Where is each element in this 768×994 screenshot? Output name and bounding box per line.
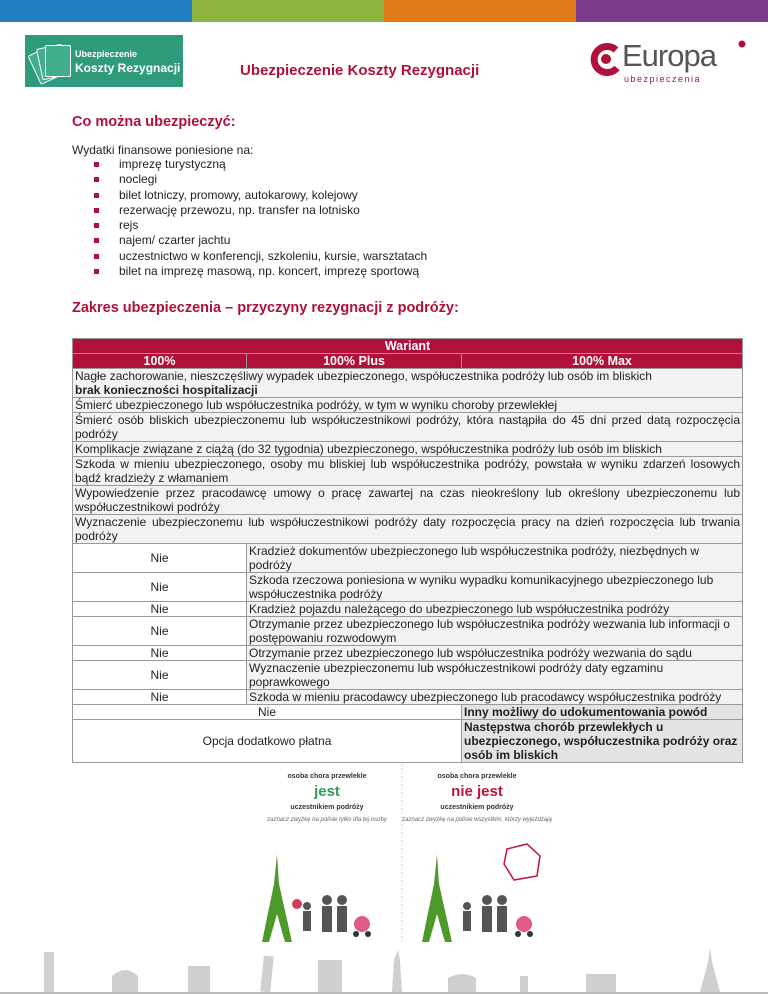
illus-right-big: nie jest: [451, 783, 503, 800]
top-color-bar: [0, 0, 768, 22]
cards-icon: [31, 43, 71, 79]
table-row: Wypowiedzenie przez pracodawcę umowy o pracę zawartej na czas nieokreślony lub określony ubezpieczonemu lub współuczestnikowi podróży: [73, 486, 743, 515]
balloon-icon: [292, 899, 302, 909]
table-row: Kradzież pojazdu należącego do ubezpieczonego lub współuczestnika podróży: [247, 602, 743, 617]
col-100: 100%: [73, 354, 247, 369]
illus-left-note: zaznacz zwyżkę na polisie tylko dla tej osoby: [267, 817, 387, 823]
coverage-table: [72, 338, 743, 763]
table-row: Komplikacje związane z ciążą (do 32 tygodnia) ubezpieczonego, współuczestnika podróży lub osób im bliskich: [73, 442, 743, 457]
europa-logo: [590, 38, 750, 88]
list-item: noclegi: [94, 172, 427, 187]
eiffel-tower-icon: [700, 948, 720, 992]
section-title-scope: Zakres ubezpieczenia – przyczyny rezygnacji z podróży:: [72, 300, 459, 316]
europa-word: Europa: [622, 38, 716, 73]
bar-green: [192, 0, 384, 22]
product-logo: [25, 35, 183, 87]
chronic-illness-illustration: [252, 764, 552, 944]
easter-island-icon: [520, 976, 528, 992]
europa-sub: ubezpieczenia: [624, 74, 702, 84]
col-100-plus: 100% Plus: [247, 354, 462, 369]
illus-right-mid: uczestnikiem podróży: [440, 804, 514, 811]
table-row: Śmierć ubezpieczonego lub współuczestnika podróży, w tym w wyniku choroby przewlekłej: [73, 398, 743, 413]
table-row: Otrzymanie przez ubezpieczonego lub współuczestnika podróży wezwania do sądu: [247, 646, 743, 661]
bar-purple: [576, 0, 768, 22]
illus-left-mid: uczestnikiem podróży: [290, 804, 364, 811]
temple-icon: [586, 974, 616, 992]
nie-cell: Nie: [73, 544, 247, 573]
intro-text: Wydatki finansowe poniesione na:: [72, 143, 254, 157]
illus-left-top: osoba chora przewlekle: [287, 773, 367, 780]
list-item: rejs: [94, 218, 427, 233]
nie-cell: Nie: [73, 705, 462, 720]
row-bold-text: brak konieczności hospitalizacji: [75, 383, 258, 397]
list-item: najem/ czarter jachtu: [94, 233, 427, 248]
dome-icon: [112, 970, 138, 992]
illus-right-top: osoba chora przewlekle: [437, 773, 517, 780]
row-text: Nagłe zachorowanie, nieszczęśliwy wypadek ubezpieczonego, współuczestnika podróży lub osób im bliskich: [75, 369, 652, 383]
optional-label: Opcja dodatkowo płatna: [73, 720, 462, 763]
table-row: Wyznaczenie ubezpieczonemu lub współuczestnikowi podróży daty egzaminu poprawkowego: [247, 661, 743, 690]
bar-orange: [384, 0, 576, 22]
nie-cell: Nie: [73, 646, 247, 661]
bullet-list: [94, 157, 427, 279]
pisa-tower-icon: [260, 956, 274, 993]
list-item: bilet na imprezę masową, np. koncert, imprezę sportową: [94, 264, 427, 279]
table-row: Śmierć osób bliskich ubezpieczonemu lub współuczestnikowi podróży, która nastąpiła do 45 dni przed datą rozpoczęcia podróży: [73, 413, 743, 442]
bar-blue: [0, 0, 192, 22]
table-row: Szkoda rzeczowa poniesiona w wyniku wypadku komunikacyjnego ubezpieczonego lub współuczestnika podróży: [247, 573, 743, 602]
table-row: Otrzymanie przez ubezpieczonego lub współuczestnika podróży wezwania lub informacji o postępowaniu rozwodowym: [247, 617, 743, 646]
nie-cell: Nie: [73, 602, 247, 617]
table-row: Wyznaczenie ubezpieczonemu lub współuczestnikowi podróży daty rozpoczęcia pracy na dzień rozpoczęcia lub trwania podróży: [73, 515, 743, 544]
logo-dot-icon: [738, 40, 746, 48]
building-icon: [318, 960, 342, 992]
table-row: Kradzież dokumentów ubezpieczonego lub współuczestnika podróży, niezbędnych w podróży: [247, 544, 743, 573]
table-row: [73, 369, 743, 398]
nie-cell: Nie: [73, 573, 247, 602]
table-row: Szkoda w mieniu pracodawcy ubezpieczonego lub pracodawcy współuczestnika podróży: [247, 690, 743, 705]
list-item: uczestnictwo w konferencji, szkoleniu, kursie, warsztatach: [94, 249, 427, 264]
illus-right-note: zaznacz zwyżkę na polisie wszystkim, którzy wyjeżdżają: [402, 817, 552, 823]
page-title: Ubezpieczenie Koszty Rezygnacji: [240, 62, 480, 79]
logo-line2: Koszty Rezygnacji: [75, 61, 181, 75]
europa-swirl-icon: [590, 42, 622, 76]
table-row: Szkoda w mieniu ubezpieczonego, osoby mu bliskiej lub współuczestnika podróży, powstała w wyniku zdarzeń losowych bądź kradzieży z włamaniem: [73, 457, 743, 486]
arena-icon: [448, 974, 476, 992]
landmarks-skyline: [0, 940, 768, 994]
statue-of-liberty-icon: [392, 950, 402, 992]
nie-cell: Nie: [73, 617, 247, 646]
nie-cell: Nie: [73, 661, 247, 690]
logo-line1: Ubezpieczenie: [75, 49, 138, 59]
col-100-max: 100% Max: [462, 354, 743, 369]
section-title-what: Co można ubezpieczyć:: [72, 114, 236, 130]
other-reason-cell: Inny możliwy do udokumentowania powód: [462, 705, 743, 720]
colosseum-icon: [188, 966, 210, 992]
big-ben-icon: [44, 952, 54, 992]
nie-cell: Nie: [73, 690, 247, 705]
illus-left-big: jest: [314, 783, 340, 800]
variant-header: Wariant: [73, 339, 743, 354]
list-item: imprezę turystyczną: [94, 157, 427, 172]
list-item: bilet lotniczy, promowy, autokarowy, kolejowy: [94, 188, 427, 203]
list-item: rezerwację przewozu, np. transfer na lotnisko: [94, 203, 427, 218]
optional-cell: Następstwa chorób przewlekłych u ubezpieczonego, współuczestnika podróży oraz osób im bliskich: [462, 720, 743, 763]
